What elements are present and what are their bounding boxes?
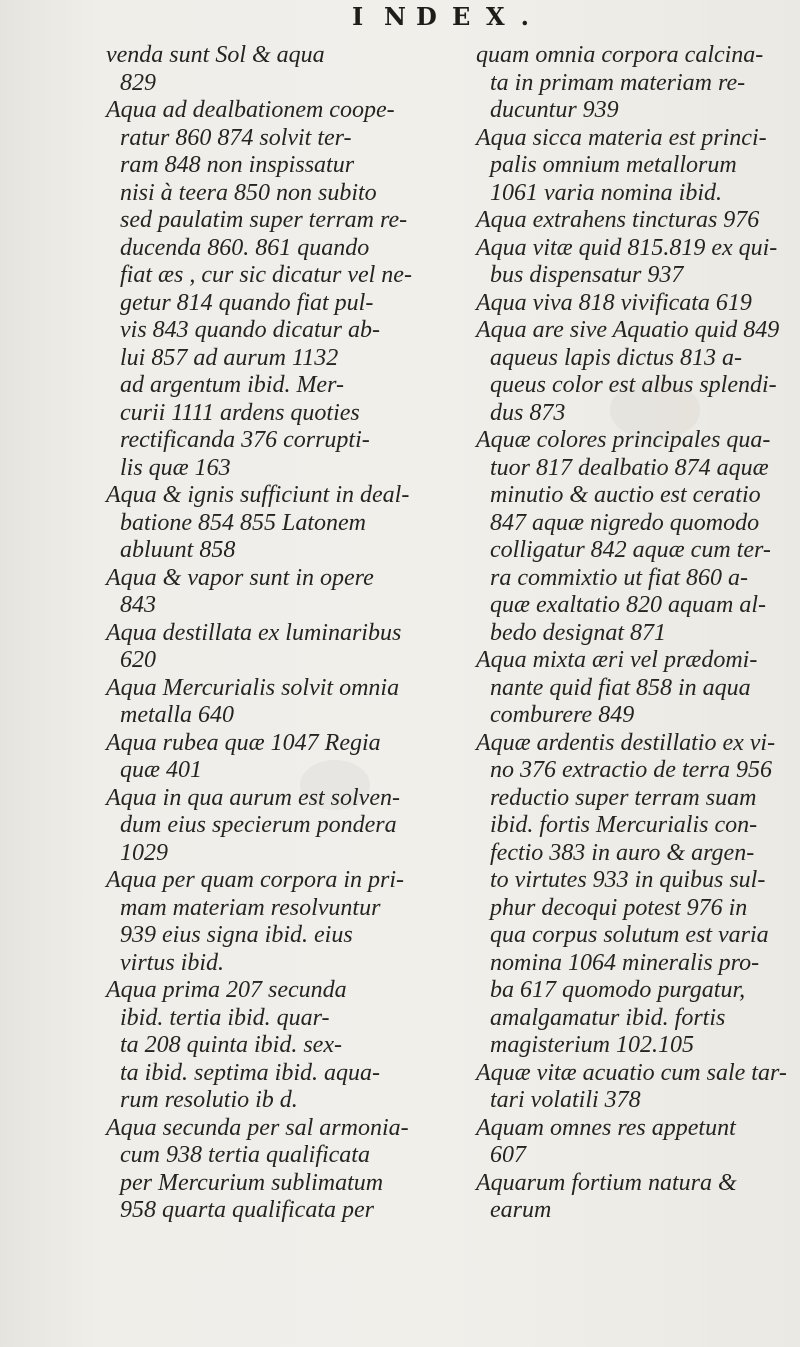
- index-entry-continuation-line: fectio 383 in auro & argen-: [490, 839, 755, 866]
- index-entry-continuation-line: ta 208 quinta ibid. sex-: [120, 1032, 342, 1058]
- index-entry-continuation-line: 939 eius signa ibid. eius: [120, 922, 353, 948]
- index-entry-continuation-line: rum resolutio ib d.: [120, 1087, 298, 1113]
- index-entry: [106, 620, 478, 675]
- index-entry-continuation-line: cum 938 tertia qualificata: [120, 1142, 370, 1168]
- index-entry-continuation-line: ram 848 non inspissatur: [120, 152, 355, 178]
- index-entry-continuation-line: ta ibid. septima ibid. aqua-: [120, 1059, 380, 1086]
- index-entry: [476, 427, 794, 647]
- index-entry-continuation-line: 620: [120, 647, 156, 673]
- index-entry-continuation-line: dum eius specierum pondera: [120, 812, 397, 838]
- index-entry-continuation-line: mam materiam resolvuntur: [120, 894, 381, 921]
- index-entry-continuation-line: ducenda 860. 861 quando: [120, 234, 370, 261]
- running-header: [0, 2, 800, 36]
- index-entry-continuation-line: bedo designat 871: [490, 619, 666, 646]
- index-entry-headword-line: Aqua viva 818 vivificata 619: [476, 289, 752, 316]
- index-entry: [476, 1115, 794, 1170]
- header-letter: N: [384, 2, 422, 31]
- index-entry-headword-line: quam omnia corpora calcina-: [476, 42, 764, 68]
- index-entry-continuation-line: queus color est albus splendi-: [490, 372, 777, 398]
- index-entry: [106, 97, 478, 482]
- index-column-left: [106, 42, 478, 1225]
- index-entry-continuation-line: per Mercurium sublimatum: [120, 1169, 384, 1196]
- index-entry-headword-line: Aqua per quam corpora in pri-: [106, 867, 404, 893]
- index-entry-continuation-line: ba 617 quomodo purgatur,: [490, 977, 746, 1003]
- index-entry: [106, 42, 478, 97]
- index-entry: [106, 867, 478, 977]
- header-letter: E: [452, 2, 487, 31]
- index-entry-continuation-line: rectificanda 376 corrupti-: [120, 427, 370, 453]
- index-entry-continuation-line: ducuntur 939: [490, 97, 619, 123]
- index-entry-continuation-line: ibid. tertia ibid. quar-: [120, 1004, 330, 1031]
- index-entry-continuation-line: lis quæ 163: [120, 454, 231, 481]
- index-entry-continuation-line: bus dispensatur 937: [490, 262, 684, 288]
- index-entry: [476, 42, 794, 125]
- index-entry: [476, 290, 794, 318]
- index-entry: [476, 317, 794, 427]
- index-entry: [106, 565, 478, 620]
- index-entry-headword-line: Aqua destillata ex luminaribus: [106, 619, 402, 646]
- index-entry-continuation-line: palis omnium metallorum: [490, 152, 737, 178]
- index-entry-continuation-line: virtus ibid.: [120, 949, 225, 976]
- index-entry-headword-line: Aqua ad dealbationem coope-: [106, 97, 395, 123]
- header-letter: X.: [486, 2, 545, 31]
- index-entry-continuation-line: tuor 817 dealbatio 874 aquæ: [490, 454, 769, 481]
- index-entry-headword-line: Aquæ ardentis destillatio ex vi-: [476, 729, 776, 756]
- index-entry-continuation-line: aqueus lapis dictus 813 a-: [490, 344, 742, 371]
- index-entry-continuation-line: fiat æs , cur sic dicatur vel ne-: [120, 262, 412, 288]
- index-entry-headword-line: Aquæ colores principales qua-: [476, 427, 771, 453]
- index-entry-continuation-line: vis 843 quando dicatur ab-: [120, 317, 380, 343]
- index-entry: [106, 1115, 478, 1225]
- index-entry-continuation-line: metalla 640: [120, 702, 234, 728]
- index-entry-continuation-line: earum: [490, 1197, 552, 1223]
- index-entry-continuation-line: comburere 849: [490, 702, 635, 728]
- index-entry-headword-line: Aqua extrahens tincturas 976: [476, 207, 760, 233]
- index-entry-continuation-line: 829: [120, 69, 156, 96]
- index-entry-headword-line: Aqua Mercurialis solvit omnia: [106, 674, 400, 701]
- index-entry: [476, 730, 794, 1060]
- index-entry-headword-line: Aquarum fortium natura &: [476, 1169, 737, 1196]
- index-entry-continuation-line: batione 854 855 Latonem: [120, 509, 366, 536]
- index-entry-headword-line: Aqua prima 207 secunda: [106, 977, 347, 1003]
- header-letter: I: [352, 2, 380, 31]
- index-entry-continuation-line: abluunt 858: [120, 537, 236, 563]
- index-entry-headword-line: Aquam omnes res appetunt: [476, 1114, 736, 1141]
- index-entry: [476, 1170, 794, 1225]
- index-entry-continuation-line: getur 814 quando fiat pul-: [120, 289, 374, 316]
- index-entry-continuation-line: sed paulatim super terram re-: [120, 207, 408, 233]
- index-entry: [106, 977, 478, 1115]
- index-entry-continuation-line: ra commixtio ut fiat 860 a-: [490, 564, 748, 591]
- index-entry-continuation-line: to virtutes 933 in quibus sul-: [490, 867, 766, 893]
- index-entry-continuation-line: 847 aquæ nigredo quomodo: [490, 509, 760, 536]
- index-entry-headword-line: venda sunt Sol & aqua: [106, 42, 325, 68]
- index-entry-continuation-line: no 376 extractio de terra 956: [490, 757, 772, 783]
- index-entry-headword-line: Aquæ vitæ acuatio cum sale tar-: [476, 1059, 787, 1086]
- index-entry: [106, 730, 478, 785]
- index-entry-continuation-line: quæ 401: [120, 757, 203, 783]
- index-entry-continuation-line: qua corpus solutum est varia: [490, 922, 769, 948]
- index-entry-continuation-line: minutio & auctio est ceratio: [490, 482, 761, 508]
- index-entry-continuation-line: ratur 860 874 solvit ter-: [120, 124, 352, 151]
- index-entry-continuation-line: 1029: [120, 839, 168, 866]
- index-entry-continuation-line: nisi à teera 850 non subito: [120, 179, 377, 206]
- index-entry-headword-line: Aqua in qua aurum est solven-: [106, 784, 400, 811]
- index-entry-continuation-line: nomina 1064 mineralis pro-: [490, 949, 760, 976]
- index-entry-continuation-line: 958 quarta qualificata per: [120, 1197, 374, 1223]
- index-entry: [106, 785, 478, 868]
- index-entry-headword-line: Aqua sicca materia est princi-: [476, 124, 767, 151]
- index-entry-continuation-line: lui 857 ad aurum 1132: [120, 344, 339, 371]
- index-entry-continuation-line: tari volatili 378: [490, 1087, 641, 1113]
- index-entry-continuation-line: quæ exaltatio 820 aquam al-: [490, 592, 766, 618]
- index-entry: [476, 647, 794, 730]
- index-entry-headword-line: Aqua are sive Aquatio quid 849: [476, 317, 780, 343]
- index-entry-continuation-line: 1061 varia nomina ibid.: [490, 179, 722, 206]
- index-entry-continuation-line: ta in primam materiam re-: [490, 69, 746, 96]
- index-entry-headword-line: Aqua vitæ quid 815.819 ex qui-: [476, 234, 778, 261]
- index-entry-continuation-line: reductio super terram suam: [490, 784, 757, 811]
- index-entry: [476, 125, 794, 208]
- index-entry: [476, 207, 794, 235]
- index-entry-headword-line: Aqua mixta æri vel prædomi-: [476, 647, 758, 673]
- index-entry-continuation-line: curii 1111 ardens quoties: [120, 399, 360, 426]
- index-entry-continuation-line: 607: [490, 1142, 526, 1168]
- index-entry-headword-line: Aqua secunda per sal armonia-: [106, 1114, 409, 1141]
- index-entry-continuation-line: dus 873: [490, 399, 566, 426]
- header-letter: D: [416, 2, 453, 31]
- index-entry-continuation-line: phur decoqui potest 976 in: [490, 894, 748, 921]
- index-entry-headword-line: Aqua rubea quæ 1047 Regia: [106, 729, 381, 756]
- index-entry-headword-line: Aqua & vapor sunt in opere: [106, 564, 374, 591]
- index-entry-continuation-line: amalgamatur ibid. fortis: [490, 1004, 726, 1031]
- index-entry: [476, 1060, 794, 1115]
- index-entry-continuation-line: 843: [120, 592, 156, 618]
- index-entry: [106, 675, 478, 730]
- index-entry-continuation-line: colligatur 842 aquæ cum ter-: [490, 537, 771, 563]
- index-entry-continuation-line: ad argentum ibid. Mer-: [120, 372, 344, 398]
- index-column-right: [476, 42, 794, 1225]
- index-entry: [106, 482, 478, 565]
- index-entry-headword-line: Aqua & ignis sufficiunt in deal-: [106, 482, 410, 508]
- index-entry: [476, 235, 794, 290]
- index-entry-continuation-line: nante quid fiat 858 in aqua: [490, 674, 751, 701]
- index-entry-continuation-line: magisterium 102.105: [490, 1032, 694, 1058]
- index-entry-continuation-line: ibid. fortis Mercurialis con-: [490, 812, 758, 838]
